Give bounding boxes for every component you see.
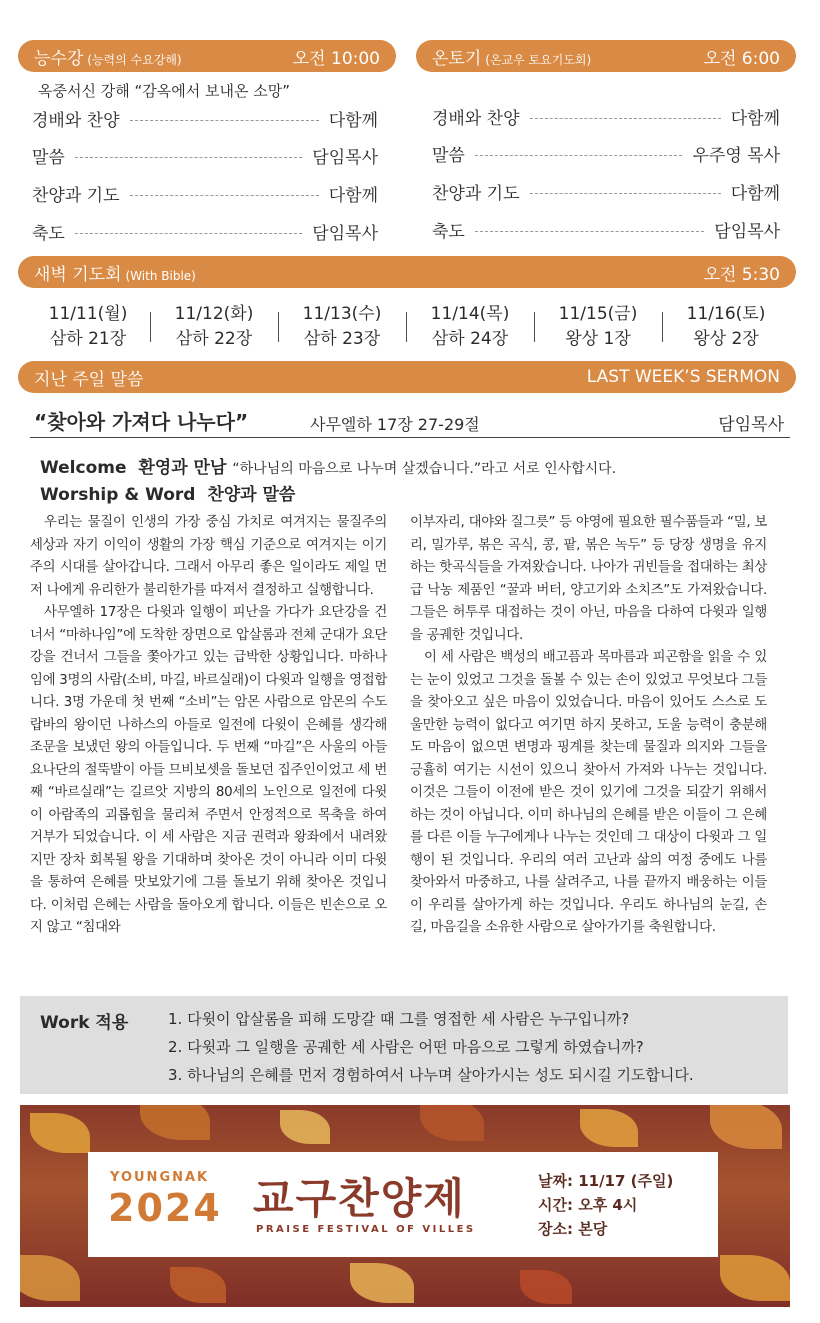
- sat-row-label: 축도: [432, 222, 465, 242]
- dawn-date: 11/15(금): [558, 304, 638, 324]
- dawn-date: 11/12(화): [174, 304, 254, 324]
- wed-row-label: 찬양과 기도: [32, 186, 120, 206]
- leaf-decoration: [20, 1255, 80, 1301]
- dawn-passage: 삼하 22장: [175, 329, 253, 349]
- wed-service-subtitle: (능력의 수요강해): [87, 52, 182, 67]
- dawn-time: 오전 5:30: [703, 264, 780, 285]
- dawn-title: 새벽 기도회: [34, 264, 122, 285]
- wed-row-1: [32, 106, 378, 131]
- festival-banner: [20, 1105, 790, 1307]
- wed-row-label: 축도: [32, 224, 65, 244]
- sat-row-3: [432, 179, 780, 204]
- dawn-passage: 삼하 23장: [303, 329, 381, 349]
- dawn-date: 11/13(수): [302, 304, 382, 324]
- worship-line: [40, 480, 295, 505]
- wed-row-label: 경배와 찬양: [32, 111, 120, 131]
- leaf-decoration: [720, 1255, 790, 1301]
- sat-row-value: 담임목사: [714, 222, 780, 242]
- leaf-decoration: [140, 1105, 210, 1140]
- sermon-paragraph: 사무엘하 17장은 다윗과 일행이 피난을 가다가 요단강을 건너서 “마하나임”에 도착한 장면으로 압살롬과 전체 군대가 요단강을 건너서 그들을 쫓아가고 있는 급박한 상황입니다. 마하나임에 3명의 사람(소비, 마길, 바르실래)이 다윗과 일행을 영접합니다. 3명 가운데 첫 번째 “소비”는 암몬 사람으로 암몬의 수도 랍바의 왕이던 나하스의 아들로 일전에 다윗이 은혜를 생각해 조문을 보냈던 왕의 아들입니다. 두 번째 “마길”은 사울의 아들 요나단의 절뚝발이 아들 므비보셋을 돌보던 집주인이었고 세 번째 “바르실래”는 길르앗 지방의 80세의 노인으로 일전에 다윗이 아람족의 괴롭힘을 물리쳐 주면서 안정적으로 목축을 하여 거부가 되었습니다. 이 세 사람은 지금 권력과 왕좌에서 내려왔지만 장차 회복될 왕을 기대하며 찾아온 것이 아니라 이미 다윗을 통하여 은혜를 맛보았기에 그를 돌보기 위해 찾아온 것입니다. 이처럼 은혜는 사람을 돌아오게 합니다. 이들은 빈손으로 오지 않고 “침대와: [30, 605, 387, 935]
- dash-leader: [475, 231, 704, 232]
- wed-service-header: [18, 40, 396, 72]
- welcome-en: Welcome: [40, 458, 127, 478]
- wed-row-value: 담임목사: [312, 224, 378, 244]
- dash-leader: [75, 233, 302, 234]
- festival-year: 2024: [108, 1186, 222, 1230]
- sat-service-subtitle: (온교우 토요기도회): [485, 52, 592, 67]
- work-item: 3. 하나님의 은혜를 먼저 경험하여서 나누며 살아가시는 성도 되시길 기도합니다.: [168, 1066, 694, 1084]
- sermon-paragraph: 이부자리, 대야와 질그릇” 등 야영에 필요한 필수품들과 “밀, 보리, 밀가루, 볶은 곡식, 콩, 팥, 볶은 녹두” 등 당장 생명을 유지하는 핫곡식들을 가져왔습니다. 나아가 귀빈들을 접대하는 최상급 낙농 제품인 “꿀과 버터, 양고기와 소치즈”도 가져왔습니다. 그들은 허투루 대접하는 것이 아닌, 마음을 다하여 다윗과 일행을 공궤한 것입니다.: [410, 515, 767, 643]
- sermon-heading: [30, 402, 790, 438]
- festival-title: 교구찬양제: [253, 1174, 466, 1223]
- work-title: Work 적용: [40, 1013, 129, 1033]
- dawn-day: [662, 302, 790, 352]
- work-box: [20, 996, 788, 1094]
- wed-row-value: 담임목사: [312, 148, 378, 168]
- dawn-day: [406, 302, 534, 352]
- sat-service-title: 온토기: [432, 48, 482, 69]
- leaf-decoration: [520, 1270, 572, 1304]
- sermon-preacher: 담임목사: [718, 415, 784, 435]
- work-item: 1. 다윗이 압살롬을 피해 도망갈 때 그를 영접한 세 사람은 누구입니까?: [168, 1010, 630, 1028]
- sermon-body-left: [30, 512, 387, 940]
- sat-row-2: [432, 141, 780, 166]
- dawn-day: [150, 302, 278, 352]
- dawn-passage: 왕상 1장: [565, 329, 631, 349]
- dawn-header: [18, 256, 796, 288]
- festival-brand: YOUNGNAK: [110, 1170, 210, 1185]
- wed-lecture: 옥중서신 강해 “감옥에서 보내온 소망”: [38, 82, 290, 100]
- dawn-passage: 왕상 2장: [693, 329, 759, 349]
- sermon-section-title: 지난 주일 말씀: [34, 369, 144, 390]
- dawn-date: 11/14(목): [430, 304, 510, 324]
- sermon-section-header: [18, 361, 796, 393]
- welcome-line: [40, 453, 616, 478]
- festival-title-en: PRAISE FESTIVAL OF VILLES: [256, 1224, 476, 1235]
- wed-row-value: 다함께: [328, 111, 378, 131]
- festival-time: 시간: 오후 4시: [538, 1196, 638, 1214]
- dawn-date: 11/11(월): [48, 304, 128, 324]
- sat-row-value: 다함께: [730, 109, 780, 129]
- worship-ko: 찬양과 말씀: [207, 485, 296, 505]
- dawn-date: 11/16(토): [686, 304, 766, 324]
- sermon-title: “찾아와 가져다 나누다”: [34, 410, 249, 434]
- wed-service-title: 능수강: [34, 48, 84, 69]
- sat-row-4: [432, 217, 780, 242]
- leaf-decoration: [30, 1113, 90, 1153]
- sat-row-value: 다함께: [730, 184, 780, 204]
- wed-row-3: [32, 181, 378, 206]
- wed-row-2: [32, 143, 378, 168]
- sat-row-label: 경배와 찬양: [432, 109, 520, 129]
- dash-leader: [130, 120, 319, 121]
- dash-leader: [530, 118, 721, 119]
- festival-date: 날짜: 11/17 (주일): [538, 1172, 674, 1190]
- sat-row-1: [432, 104, 780, 129]
- dawn-day: [534, 302, 662, 352]
- leaf-decoration: [170, 1267, 226, 1303]
- sat-row-value: 우주영 목사: [692, 146, 780, 166]
- festival-card: [88, 1152, 718, 1257]
- leaf-decoration: [710, 1105, 782, 1149]
- dash-leader: [75, 157, 302, 158]
- sermon-scripture: 사무엘하 17장 27-29절: [310, 415, 480, 434]
- wed-row-label: 말씀: [32, 148, 65, 168]
- welcome-ko: 환영과 만남: [138, 458, 227, 478]
- dawn-subtitle: (With Bible): [125, 268, 196, 283]
- sermon-section-title-en: LAST WEEK’S SERMON: [586, 367, 780, 387]
- sat-row-label: 말씀: [432, 146, 465, 166]
- leaf-decoration: [420, 1105, 484, 1141]
- leaf-decoration: [280, 1110, 330, 1144]
- dash-leader: [130, 195, 319, 196]
- dawn-day: [24, 302, 152, 352]
- dash-leader: [475, 155, 683, 156]
- leaf-decoration: [580, 1109, 638, 1147]
- wed-row-value: 다함께: [328, 186, 378, 206]
- wed-service-title-wrap: [34, 44, 182, 69]
- sermon-paragraph: 우리는 물질이 인생의 가장 중심 가치로 여겨지는 물질주의 세상과 자기 이익이 생활의 가장 핵심 기준으로 여겨지는 이기주의 시대를 살아갑니다. 그래서 아무리 좋은 일이라도 제일 먼저 나에게 유리한가 불리한가를 따져서 결정하고 실행합니다.: [30, 515, 387, 598]
- sat-row-label: 찬양과 기도: [432, 184, 520, 204]
- sat-service-title-wrap: [432, 44, 591, 69]
- welcome-quote: “하나님의 마음으로 나누며 살겠습니다.”라고 서로 인사합시다.: [232, 461, 617, 477]
- dawn-passage: 삼하 21장: [49, 329, 127, 349]
- dawn-passage: 삼하 24장: [431, 329, 509, 349]
- sat-service-header: [416, 40, 796, 72]
- wed-service-time: 오전 10:00: [292, 48, 380, 69]
- festival-place: 장소: 본당: [538, 1220, 608, 1238]
- worship-en: Worship & Word: [40, 485, 196, 505]
- leaf-decoration: [350, 1263, 414, 1303]
- dawn-title-wrap: [34, 260, 196, 285]
- sermon-body-right: [410, 512, 767, 940]
- work-item: 2. 다윗과 그 일행을 공궤한 세 사람은 어떤 마음으로 그렇게 하였습니까?: [168, 1038, 644, 1056]
- dash-leader: [530, 193, 721, 194]
- sat-service-time: 오전 6:00: [703, 48, 780, 69]
- wed-row-4: [32, 219, 378, 244]
- sermon-paragraph: 이 세 사람은 백성의 배고픔과 목마름과 피곤함을 읽을 수 있는 눈이 있었고 그것을 돌볼 수 있는 손이 있었고 무엇보다 그들을 찾아오고 싶은 마음이 있었습니다. 마음이 있어도 스스로 도울만한 능력이 없다고 여기면 하지 못하고, 도울 능력이 충분해도 마음이 없으면 변명과 핑계를 찾는데 물질과 의지와 그들을 긍휼히 여기는 시선이 있으니 찾아서 가져와 나누는 것입니다. 이것은 그들이 이전에 받은 것이 있기에 그것을 되갚기 위해서 하는 것이 아닙니다. 이미 하나님의 은혜를 받은 이들이 그 은혜를 다른 이들 누구에게나 나누는 것인데 그 대상이 다윗과 그 일행이 된 것입니다. 우리의 여러 고난과 삶의 여정 중에도 나를 찾아와서 마중하고, 나를 살려주고, 나를 끝까지 배웅하는 이들이 우리를 살아가게 하는 것입니다. 우리도 하나님의 눈길, 손길, 마음길을 소유한 사람으로 살아가기를 축원합니다.: [410, 650, 767, 935]
- dawn-day: [278, 302, 406, 352]
